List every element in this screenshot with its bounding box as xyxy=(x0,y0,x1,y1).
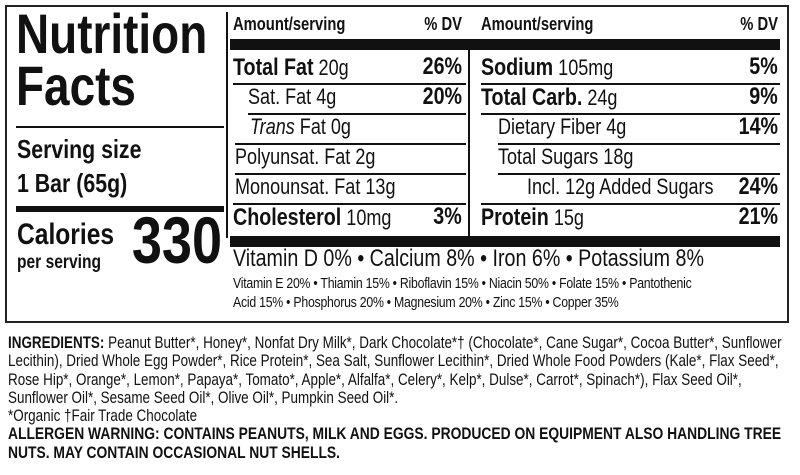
title-line: Facts xyxy=(16,54,136,117)
vitamins-main: Vitamin D 0% • Calcium 8% • Iron 6% • Potassium 8% xyxy=(233,245,704,272)
ingredients-footnote: *Organic †Fair Trade Chocolate xyxy=(8,407,198,426)
nutrient-name: Protein xyxy=(481,204,549,231)
nutrient-amount: 2g xyxy=(355,144,376,169)
nutrient-name: Total Carb. xyxy=(481,84,583,111)
serving-size-value: 1 Bar (65g) xyxy=(17,168,128,198)
nutrient-row-right xyxy=(481,54,613,82)
nutrient-row-left xyxy=(250,114,351,140)
nutrient-name: Fat xyxy=(299,114,326,139)
vitamins-line: Acid 15% • Phosphorus 20% • Magnesium 20% • Zinc 15% • Copper 35% xyxy=(233,294,619,311)
header-dv: % DV xyxy=(740,14,778,34)
per-serving-label: per serving xyxy=(17,252,101,273)
thick-bar xyxy=(230,39,780,50)
nutrient-amount: 0g xyxy=(330,114,351,139)
nutrient-dv: 14% xyxy=(738,113,778,140)
nutrient-row-left xyxy=(235,144,375,170)
nutrient-name: Total Fat xyxy=(233,54,314,81)
ingredients-section xyxy=(8,334,790,462)
nutrient-name: Total Sugars xyxy=(498,144,599,169)
ingredients-label: INGREDIENTS: xyxy=(8,334,105,352)
serving-size-label: Serving size xyxy=(17,134,142,164)
title xyxy=(16,2,208,117)
nutrient-row-right xyxy=(498,144,633,170)
nutrient-row-right xyxy=(481,84,617,112)
header-amount: Amount/serving xyxy=(481,14,594,34)
title-line: Nutrition xyxy=(16,2,208,65)
nutrient-amount: 24g xyxy=(587,85,618,110)
column-divider xyxy=(468,50,470,236)
nutrient-name: Polyunsat. Fat xyxy=(235,144,351,169)
header-amount: Amount/serving xyxy=(233,14,346,34)
nutrient-dv: 26% xyxy=(422,53,462,80)
nutrient-amount: 18g xyxy=(603,144,634,169)
nutrient-name: Incl. 12g Added Sugars xyxy=(527,174,714,199)
column-divider xyxy=(226,12,228,238)
nutrient-name: Sodium xyxy=(481,54,554,81)
nutrient-row-left xyxy=(233,54,349,82)
nutrient-row-right xyxy=(498,114,626,140)
calories-label: Calories xyxy=(17,218,115,251)
nutrient-name: Monounsat. Fat xyxy=(235,174,361,199)
ingredients-list: Peanut Butter*, Honey*, Nonfat Dry Milk*, Dark Chocolate*† (Chocolate*, Cane Sugar*, Cocoa Butter*, Sunflower Lecithin), Dried Whole Egg Powder*, Rice Protein*, Sea Salt, Sunflower Lecithin*, Dried Whole Food Powders (Kale*, Flax Seed*, Rose Hip*, Orange*, Lemon*, Papaya*, Tomato*, Apple*, Alfalfa*, Celery*, Kelp*, Dulse*, Carrot*, Spinach*), Flax Seed Oil*, Sunflower Oil*, Sesame Seed Oil*, Olive Oil*, Pumpkin Seed Oil*. xyxy=(8,334,782,407)
nutrient-amount: 4g xyxy=(316,84,337,109)
nutrient-row-right xyxy=(527,174,714,200)
nutrient-amount: 10mg xyxy=(346,205,392,230)
nutrient-name: Cholesterol xyxy=(233,204,342,231)
nutrient-dv: 9% xyxy=(749,83,778,110)
nutrient-row-left xyxy=(235,174,395,200)
nutrient-dv: 21% xyxy=(738,203,778,230)
allergen-warning: ALLERGEN WARNING: CONTAINS PEANUTS, MILK AND EGGS. PRODUCED ON EQUIPMENT ALSO HANDLING TREE NUTS. MAY CONTAIN OCCASIONAL NUT SHELLS. xyxy=(8,424,782,462)
nutrient-amount: 4g xyxy=(606,114,627,139)
vitamins-line: Vitamin E 20% • Thiamin 15% • Riboflavin 15% • Niacin 50% • Folate 15% • Pantothenic xyxy=(233,275,692,292)
calories-value: 330 xyxy=(131,203,222,277)
nutrient-row-left xyxy=(248,84,336,110)
nutrient-name: Dietary Fiber xyxy=(498,114,602,139)
nutrient-amount: 20g xyxy=(318,55,349,80)
header-dv: % DV xyxy=(424,14,462,34)
divider xyxy=(16,126,224,128)
nutrient-dv: 20% xyxy=(422,83,462,110)
nutrient-name: Sat. Fat xyxy=(248,84,312,109)
nutrient-amount: 13g xyxy=(365,174,396,199)
nutrient-amount: 15g xyxy=(553,205,584,230)
nutrient-row-left xyxy=(233,204,391,232)
nutrient-amount: 105mg xyxy=(558,55,614,80)
ingredients-text xyxy=(8,334,790,407)
nutrient-dv: 24% xyxy=(738,173,778,200)
nutrient-dv: 3% xyxy=(433,203,462,230)
nutrient-row-right xyxy=(481,204,584,232)
nutrient-name-italic: Trans xyxy=(250,114,295,139)
nutrient-dv: 5% xyxy=(749,53,778,80)
